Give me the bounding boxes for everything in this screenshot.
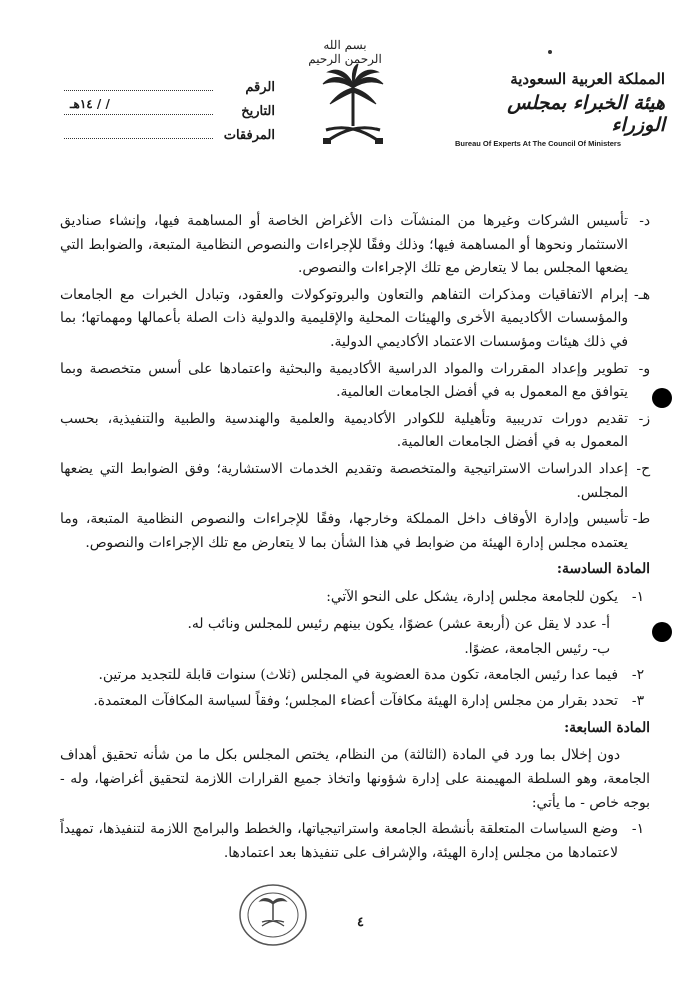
official-seal-stamp [238,880,308,950]
reference-block [60,76,275,148]
date-line [64,97,213,115]
document-body [60,210,650,868]
article-6-heading: المادة السادسة: [556,561,650,578]
bureau-name-english: Bureau Of Experts At The Council Of Ministers [455,139,621,148]
organization-block [455,70,665,148]
clause-h [60,284,650,355]
saudi-emblem-icon [318,64,388,154]
item-text: يكون للجامعة مجلس إدارة، يشكل على النحو الآتي: [326,588,618,605]
clause-text: تأسيس وإدارة الأوقاف داخل المملكة وخارجها، وفقًا للإجراءات والنصوص النظامية المتبعة، وما يعتمده مجلس إدارة الهيئة من ضوابط في هذا الشأن بما لا يتعارض مع تلك الإجراءات والنصوص. [60,511,628,551]
article-6-item-1b: ب- رئيس الجامعة، عضوًا. [464,641,610,658]
ref-number-label: الرقم [245,80,275,95]
date-value: / / ١٤هـ [70,97,110,111]
clause-d [60,210,650,281]
clause-label: ح- [636,460,650,477]
attachments-label: المرفقات [223,128,275,143]
article-7-item-1 [60,818,650,865]
date-row [60,97,275,124]
date-label: التاريخ [241,104,275,119]
item-label: ١- [631,588,644,605]
clause-text: تقديم دورات تدريبية وتأهيلية للكوادر الأكاديمية والعلمية والهندسية والطبية والتنفيذية، بحسب المعمول به في أفضل الجامعات العالمية. [60,410,628,451]
bismillah-calligraphy: بسم الله الرحمن الرحيم [308,38,382,66]
article-6-item-1a: أ- عدد لا يقل عن (أربعة عشر) عضوًا، يكون بينهم رئيس للمجلس ونائب له. [187,615,610,632]
clause-label: هـ- [634,286,650,303]
item-text: فيما عدا رئيس الجامعة، تكون مدة العضوية في المجلس (ثلاث) سنوات قابلة للتجديد مرتين. [98,666,618,683]
clause-label: ط- [632,511,650,528]
attachments-line [64,124,213,139]
clause-text: إبرام الاتفاقيات ومذكرات التفاهم والتعاون والبروتوكولات والعقود، وتبادل الخبرات مع الجامعات والمؤسسات الأكاديمية الأخرى والهيئات المحلية والإقليمية والدولية ذات الصلة بأعمالها ومهماتها؛ بما في ذلك هيئات ومؤسسات الاعتماد الأكاديمي الدولية. [60,286,628,350]
clause-label: د- [639,213,650,229]
article-6-item-1 [60,586,650,610]
article-7-heading: المادة السابعة: [564,719,650,736]
clause-label: و- [638,360,650,377]
clause-text: تأسيس الشركات وغيرها من المنشآت ذات الأغراض الخاصة أو المساهمة فيها، وإنشاء صناديق الاستثمار ونحوها أو المساهمة فيها؛ وذلك وفقًا للإجراءات والنصوص النظامية المتبعة، والضوابط التي يضعها المجلس بما لا يتعارض مع تلك الإجراءات والنصوص. [60,213,628,277]
attachments-row [60,124,275,148]
item-text: تحدد بقرار من مجلس إدارة الهيئة مكافآت أعضاء المجلس؛ وفقاً لسياسة المكافآت المعتمدة. [93,693,618,710]
binder-hole [652,622,672,642]
kingdom-name: المملكة العربية السعودية [510,70,665,88]
clause-w [60,358,650,405]
article-6-item-3 [60,690,650,714]
clause-text: إعداد الدراسات الاستراتيجية والمتخصصة وتقديم الخدمات الاستشارية؛ وفق الضوابط التي يضعها المجلس. [60,460,628,501]
clause-h2 [60,458,650,505]
article-6-item-2 [60,664,650,688]
item-label: ٢- [631,666,644,683]
clause-label: ز- [638,410,650,427]
binder-hole [652,388,672,408]
page-number: ٤ [357,915,364,930]
clause-text: تطوير وإعداد المقررات والمواد الدراسية الأكاديمية والبحثية واعتمادها على أسس متخصصة وبما يتوافق مع المعمول به في أفضل الجامعات العالمية. [60,360,628,401]
item-text: وضع السياسات المتعلقة بأنشطة الجامعة واستراتيجياتها، والخطط والبرامج اللازمة لتنفيذها، تمهيداً لاعتمادها من مجلس إدارة الهيئة، والإشراف على تنفيذها بعد اعتمادها. [60,821,618,861]
ref-number-line [64,76,213,91]
decorative-dot [548,50,552,54]
clause-t [60,508,650,555]
bureau-name: هيئة الخبراء بمجلس الوزراء [507,92,665,136]
item-label: ١- [631,821,644,838]
article-7-intro: دون إخلال بما ورد في المادة (الثالثة) من النظام، يختص المجلس بكل ما من شأنه تحقيق أهداف الجامعة، وهو السلطة المهيمنة على إدارة شؤونها واتخاذ جميع القرارات اللازمة لتحقيق أغراضها، وله - بوجه خاص - ما يأتي: [60,747,650,811]
clause-z [60,408,650,455]
item-label: ٣- [631,693,644,710]
